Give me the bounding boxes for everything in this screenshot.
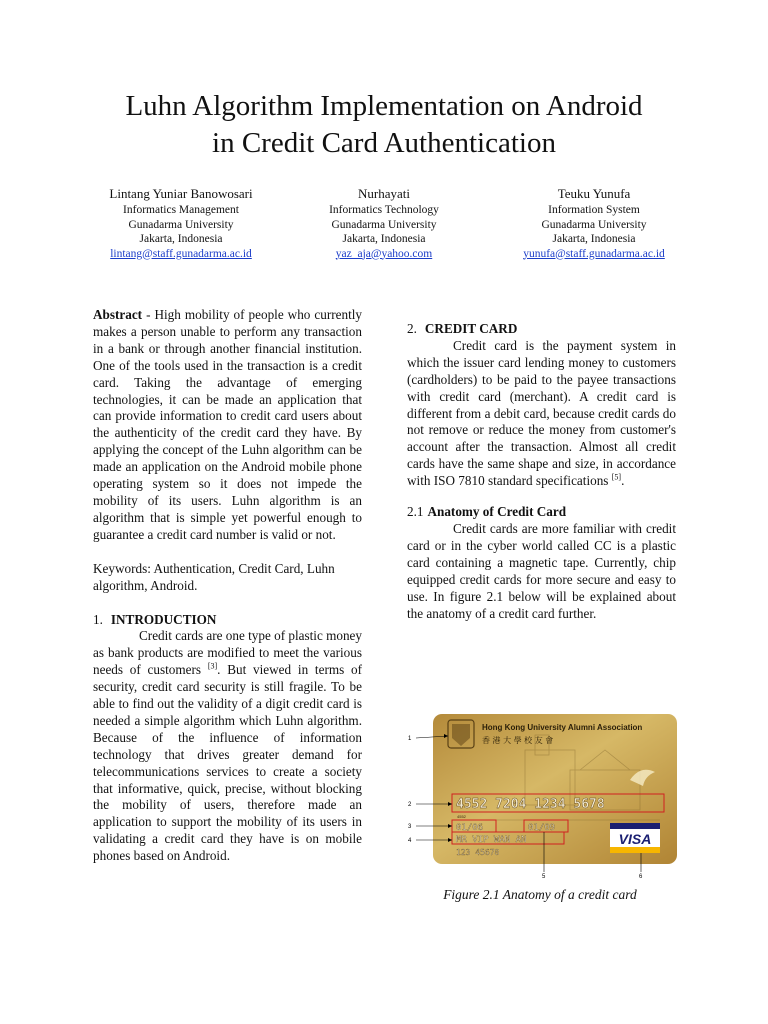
section-title: INTRODUCTION: [110, 611, 217, 627]
author-block: [264, 186, 504, 261]
right-column: [407, 307, 676, 622]
author-city: Jakarta, Indonesia: [139, 233, 223, 245]
visa-text: VISA: [618, 831, 652, 847]
figure-caption: Figure 2.1 Anatomy of a credit card: [443, 887, 637, 902]
author-name: Nurhayati: [358, 186, 410, 201]
author-university: Gunadarma University: [331, 218, 437, 231]
author-city: Jakarta, Indonesia: [552, 233, 636, 245]
introduction-text: Credit cards are one type of plastic money as bank products are modified to meet the various needs of customers: [93, 628, 363, 678]
title-line-2: in Credit Card Authentication: [212, 127, 556, 159]
keywords: Keywords: Authentication, Credit Card, Luhn algorithm, Android.: [93, 560, 335, 593]
author-name: Teuku Yunufa: [557, 186, 631, 201]
credit-card-illustration: [400, 710, 680, 882]
introduction-text-continued: . But viewed in terms of security, credit card security is still fragile. To be able to find out the validity of a digit credit card is needed a simple algorithm which Luhn algorithm. Because of the influence of information technology that drives greater demand for telecommunications services to create a society that informative, quick, precise, without blocking the mobility of users, therefore made an application to support the mobility of its users in validating a credit card they have is on mobile phones based on Android.: [93, 662, 362, 864]
subsection-title: Anatomy of Credit Card: [427, 504, 567, 520]
marker-label: 4: [408, 838, 412, 844]
credit-card-figure: [400, 710, 680, 882]
author-university: Gunadarma University: [541, 218, 647, 231]
subsection-number: 2.1: [407, 504, 424, 520]
author-department: Informatics Management: [123, 204, 239, 216]
valid-from: 01/06: [456, 823, 484, 833]
citation: [5]: [611, 472, 622, 482]
valid-thru: 01/09: [528, 823, 556, 833]
author-block: [474, 186, 714, 261]
section-heading-credit-card: [407, 321, 676, 338]
author-email-link[interactable]: lintang@staff.gunadarma.ac.id: [110, 247, 252, 260]
marker-label: 6: [639, 874, 643, 880]
marker-label: 5: [542, 874, 546, 880]
marker-label: 2: [408, 802, 412, 808]
card-number: 4552 7204 1234 5678: [456, 797, 605, 812]
credit-card-text: Credit card is the payment system in which the issuer card lending money to customers (cardholders) to be paid to the payee transactions with credit card (merchant). A credit card is different from a debit card, because credit cards do not remove or reduce the money from customer's account after the transaction. Almost all credit cards have the same shape and size, in accordance with ISO 7810 standard specifications: [407, 337, 676, 489]
author-department: Informatics Technology: [329, 204, 439, 216]
anatomy-paragraph: Credit cards are more familiar with credit card or in the cyber world called CC is a plastic card containing a magnetic tape. Currently, chip equipped credit cards for more secure and easy to use. In figure 2.1 below will be explained about the anatomy of a credit card further.: [407, 520, 676, 621]
left-column: [93, 307, 362, 865]
author-email-link[interactable]: yunufa@staff.gunadarma.ac.id: [523, 247, 665, 260]
author-department: Information System: [548, 204, 640, 216]
author-name: Lintang Yuniar Banowosari: [109, 186, 253, 201]
section-heading-introduction: [93, 612, 362, 629]
author-email-link[interactable]: yaz_aja@yahoo.com: [335, 247, 433, 260]
svg-text:4552: 4552: [457, 814, 466, 819]
marker-label: 1: [408, 736, 412, 742]
card-issuer-chinese: 香 港 大 學 校 友 會: [482, 736, 554, 745]
author-university: Gunadarma University: [128, 218, 234, 231]
section-title: CREDIT CARD: [424, 321, 518, 336]
title-line-1: Luhn Algorithm Implementation on Android: [125, 90, 643, 122]
introduction-paragraph: [93, 628, 362, 865]
abstract-label: Abstract: [93, 307, 143, 322]
paper-title: [0, 88, 768, 162]
abstract-text: - High mobility of people who currently makes a person unable to perform any transaction in a bank or through another financial institution. One of the tools used in the transaction is a credit card. Taking the advantage of emerging technologies, it can be made an application that can provide information to credit card users about the authenticity of the credit card they have. By applying the concept of the Luhn algorithm can be made an application on the Android mobile phone operating system so it does not impede the mobility of its users. Luhn algorithm is an algorithm that is simple yet powerful enough to guarantee a credit card number is valid or not.: [93, 307, 362, 542]
subsection-heading-anatomy: [407, 504, 676, 521]
marker-label: 3: [408, 824, 412, 830]
card-holder: MR VIP WAN AN: [456, 835, 527, 845]
section-number: 2.: [407, 321, 417, 336]
account-number: 123 45678: [456, 848, 500, 857]
author-city: Jakarta, Indonesia: [342, 233, 426, 245]
sentence-end: .: [621, 473, 625, 489]
citation: [3]: [207, 661, 218, 671]
abstract-paragraph: [93, 307, 362, 544]
credit-card-paragraph: [407, 338, 676, 490]
section-number: 1.: [93, 611, 103, 627]
card-issuer: Hong Kong University Alumni Association: [482, 723, 643, 732]
